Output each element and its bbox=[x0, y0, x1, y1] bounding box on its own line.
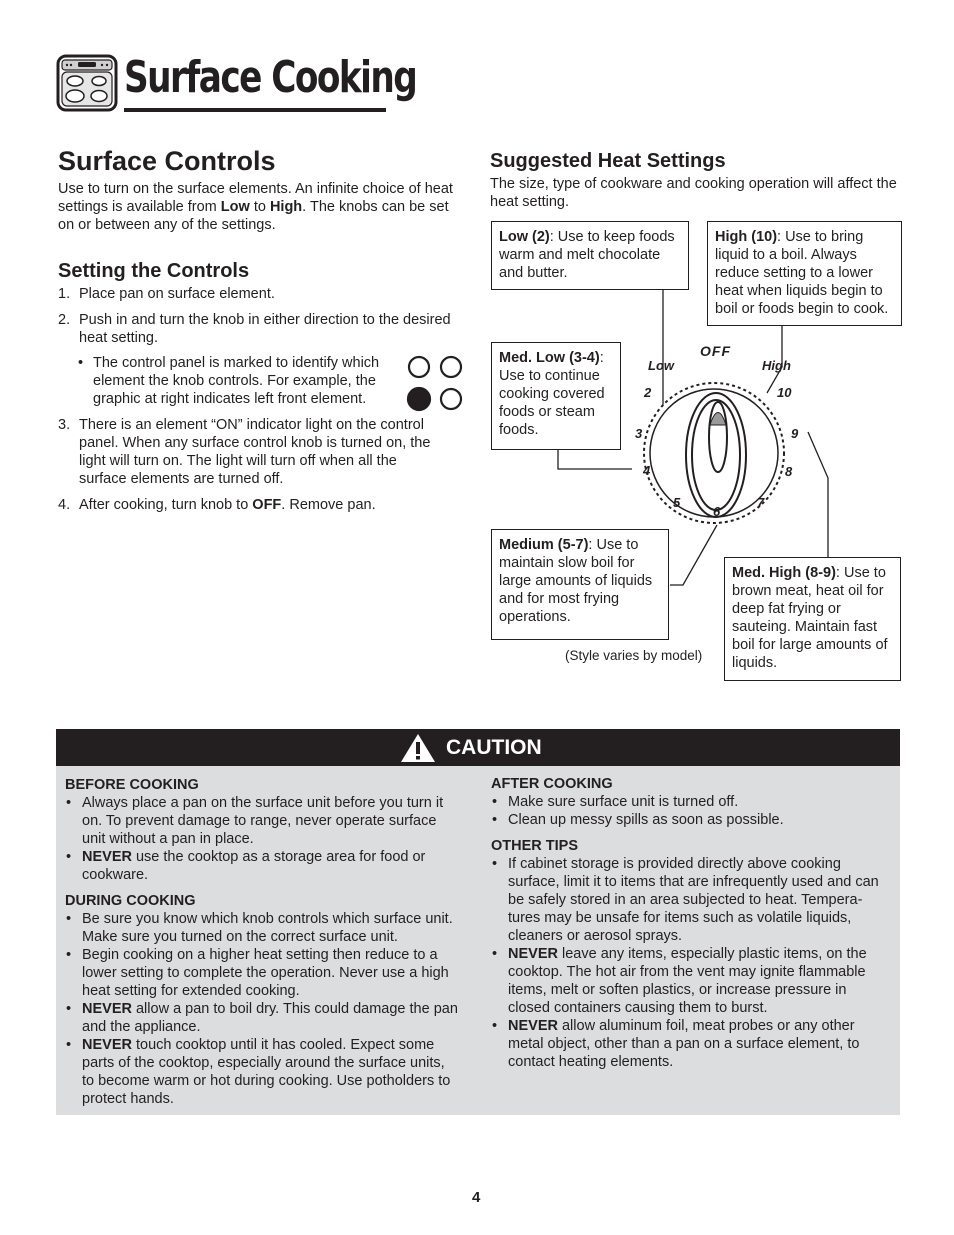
other-tips-list bbox=[491, 855, 891, 1071]
never-keyword: NEVER bbox=[508, 1018, 558, 1034]
never-keyword: NEVER bbox=[82, 1001, 132, 1017]
step-3-number: 3. bbox=[58, 417, 71, 433]
step-1 bbox=[58, 285, 468, 303]
element-front-left-icon bbox=[408, 388, 430, 410]
step-2-bullet-text: The control panel is marked to identify which element the knob controls. For example, the graphic at right indicates left front element. bbox=[93, 355, 380, 407]
off-keyword: OFF bbox=[252, 497, 282, 513]
list-item: • Make sure surface unit is turned off. bbox=[491, 793, 891, 811]
list-item-text: leave any items, especially plastic items, on the cooktop. The hot air from the vent may ignite flammable items, melt or soften plastics, or increase pressure in closed containers causing them to burst. bbox=[508, 946, 867, 1016]
element-rear-left-icon bbox=[409, 357, 429, 377]
low-keyword: Low bbox=[220, 199, 250, 215]
step-4-text bbox=[79, 496, 448, 514]
cooktop-icon bbox=[56, 54, 118, 112]
list-item: • Clean up messy spills as soon as possible. bbox=[491, 811, 891, 829]
leader-line-medhigh bbox=[808, 432, 828, 557]
dial-mark-3: 3 bbox=[635, 426, 643, 441]
dial-mark-10: 10 bbox=[777, 385, 792, 400]
suggested-heat-settings-text: The size, type of cookware and cooking operation will affect the heat setting. bbox=[490, 176, 897, 210]
medium-setting-label: Medium (5-7) bbox=[499, 537, 589, 553]
surface-controls-text-pre: Use to turn on the surface elements. An infinite choice of heat settings is available from bbox=[58, 181, 453, 215]
caution-right-column bbox=[491, 775, 891, 1071]
style-varies-note: (Style varies by model) bbox=[565, 648, 703, 663]
element-front-right-icon bbox=[441, 389, 461, 409]
setting-controls-heading: Setting the Controls bbox=[58, 260, 250, 282]
dial-mark-9: 9 bbox=[791, 426, 799, 441]
during-cooking-heading: DURING COOKING bbox=[65, 893, 196, 909]
dial-high-label: High bbox=[762, 358, 791, 373]
surface-controls-text-post: . The knobs can be set on or between any of the settings. bbox=[58, 199, 449, 233]
step-2 bbox=[58, 311, 468, 347]
dial-mark-7: 7 bbox=[757, 495, 765, 510]
heat-setting-medlow-box bbox=[491, 342, 621, 450]
step-3 bbox=[58, 416, 448, 488]
element-rear-right-icon bbox=[441, 357, 461, 377]
page-title: Surface Cooking bbox=[124, 52, 417, 103]
to-keyword: to bbox=[249, 199, 270, 215]
list-item bbox=[65, 848, 460, 884]
step-2-number: 2. bbox=[58, 312, 71, 328]
step-4-text-pre: After cooking, turn knob to bbox=[79, 497, 253, 513]
list-item-text: allow aluminum foil, meat probes or any other metal object, other than a pan on a surface element, to contact heating elements. bbox=[508, 1018, 860, 1070]
bullet-dot: • bbox=[78, 355, 84, 371]
never-keyword: NEVER bbox=[508, 946, 558, 962]
step-2-text: Push in and turn the knob in either direction to the desired heat setting. bbox=[79, 312, 451, 346]
dial-mark-8: 8 bbox=[785, 464, 793, 479]
warning-triangle-icon bbox=[400, 733, 436, 763]
during-cooking-list bbox=[65, 910, 460, 1108]
after-cooking-heading: AFTER COOKING bbox=[491, 776, 613, 792]
dial-mark-5: 5 bbox=[673, 495, 681, 510]
heat-setting-medhigh-box bbox=[724, 557, 901, 681]
step-4-text-post: . Remove pan. bbox=[281, 497, 376, 513]
leader-line-medium bbox=[670, 525, 717, 585]
heat-setting-medium-box bbox=[491, 529, 669, 640]
leader-line-medlow bbox=[558, 450, 632, 469]
title-underline bbox=[124, 108, 386, 112]
high-keyword: High bbox=[269, 199, 303, 215]
low-setting-label: Low (2) bbox=[499, 229, 550, 245]
step-2-bullet bbox=[78, 354, 398, 408]
other-tips-heading: OTHER TIPS bbox=[491, 838, 579, 854]
list-item-text: use the cooktop as a storage area for food or cookware. bbox=[82, 849, 426, 883]
before-cooking-heading: BEFORE COOKING bbox=[65, 777, 199, 793]
caution-left-column bbox=[65, 776, 460, 1108]
low-setting-text: : Use to keep foods warm and melt chocolate and butter. bbox=[499, 229, 675, 281]
dial-mark-4: 4 bbox=[643, 463, 651, 478]
step-1-text: Place pan on surface element. bbox=[79, 286, 275, 302]
step-4-number: 4. bbox=[58, 497, 71, 513]
surface-controls-heading: Surface Controls bbox=[58, 146, 276, 176]
dial-off-label: OFF bbox=[700, 343, 731, 359]
list-item bbox=[65, 1036, 460, 1108]
step-4 bbox=[58, 496, 448, 514]
list-item bbox=[491, 1017, 891, 1071]
suggested-heat-settings-heading: Suggested Heat Settings bbox=[490, 150, 726, 172]
medium-setting-text: : Use to maintain slow boil for large amounts of liquids and for most frying operations. bbox=[499, 537, 653, 625]
page-number: 4 bbox=[472, 1189, 481, 1206]
medhigh-setting-label: Med. High (8-9) bbox=[732, 565, 836, 581]
medlow-setting-text: : Use to continue cooking covered foods or steam foods. bbox=[499, 350, 605, 438]
list-item bbox=[65, 1000, 460, 1036]
medhigh-setting-text: : Use to brown meat, heat oil for deep fat frying or sauteing. Maintain fast boil for large amounts of liquids. bbox=[732, 565, 888, 671]
never-keyword: NEVER bbox=[82, 1037, 132, 1053]
high-setting-label: High (10) bbox=[715, 229, 778, 245]
after-cooking-list bbox=[491, 793, 891, 829]
list-item: • Always place a pan on the surface unit before you turn it on. To prevent damage to range, never operate surface unit without a pan in place. bbox=[65, 794, 460, 848]
element-indicator-icon bbox=[404, 354, 466, 412]
list-item: • If cabinet storage is provided directly above cooking surface, limit it to items that are infrequently used and can be safely stored in an area subjected to heat. Tempera-tures may be unsafe for items such as volatile liquids, cleaners or aerosol sprays. bbox=[491, 855, 891, 945]
step-3-text: There is an element “ON” indicator light on the control panel. When any surface control knob is turned on, the light will turn on. The light will turn off when all the surface elements are turned off. bbox=[79, 417, 431, 487]
high-setting-text: : Use to bring liquid to a boil. Always reduce setting to a lower heat when liquids begin to boil or foods begin to cook. bbox=[715, 229, 889, 317]
dial-low-label: Low bbox=[648, 358, 674, 373]
medlow-setting-label: Med. Low (3-4) bbox=[499, 350, 600, 366]
heat-setting-low-box bbox=[491, 221, 689, 290]
list-item-text: touch cooktop until it has cooled. Expect some parts of the cooktop, especially around the surface units, to become warm or hot during cooking. Use potholders to protect hands. bbox=[82, 1037, 451, 1107]
step-1-number: 1. bbox=[58, 286, 71, 302]
never-keyword: NEVER bbox=[82, 849, 132, 865]
caution-label: CAUTION bbox=[446, 736, 542, 759]
list-item bbox=[491, 945, 891, 1017]
dial-mark-2: 2 bbox=[644, 385, 652, 400]
list-item-text: allow a pan to boil dry. This could damage the pan and the appliance. bbox=[82, 1001, 458, 1035]
list-item: • Begin cooking on a higher heat setting then reduce to a lower setting to complete the operation. Never use a high heat setting for extended cooking. bbox=[65, 946, 460, 1000]
before-cooking-list bbox=[65, 794, 460, 884]
heat-setting-high-box bbox=[707, 221, 902, 326]
surface-controls-text bbox=[58, 180, 458, 234]
list-item: • Be sure you know which knob controls which surface unit. Make sure you turned on the correct surface unit. bbox=[65, 910, 460, 946]
dial-mark-6: 6 bbox=[713, 504, 721, 519]
